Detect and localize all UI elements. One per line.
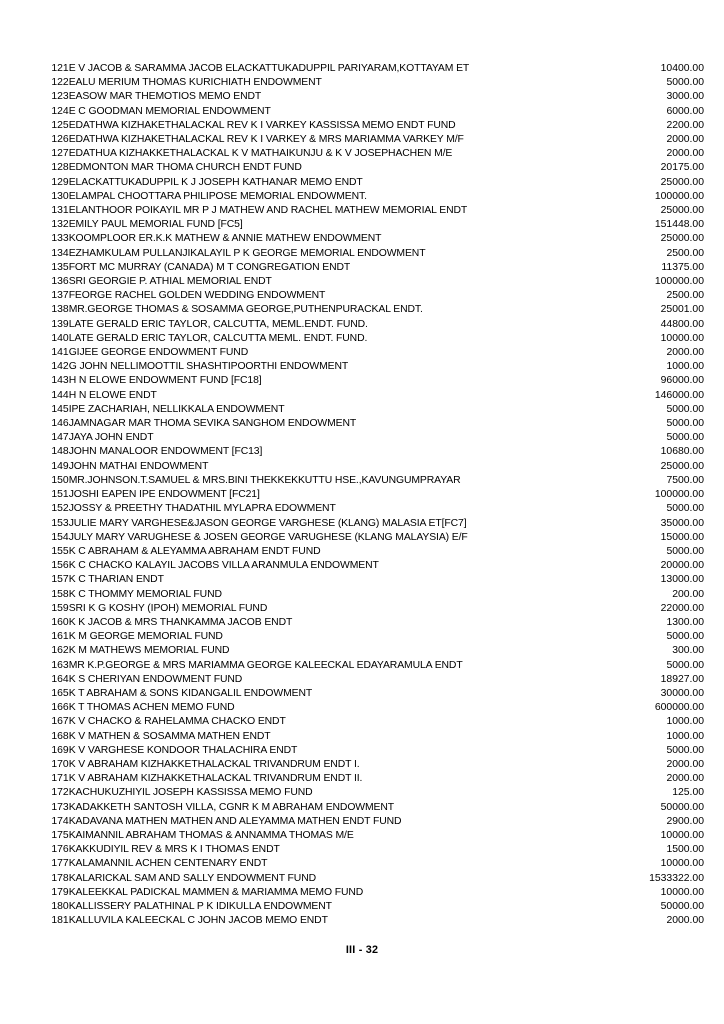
fund-name: K M MATHEWS MEMORIAL FUND: [68, 645, 230, 657]
fund-name: GIJEE GEORGE ENDOWMENT FUND: [68, 347, 249, 359]
fund-amount: 25000.00: [660, 176, 704, 188]
fund-amount: 30000.00: [660, 687, 704, 699]
fund-amount: 6000.00: [666, 105, 704, 117]
table-row: [40, 843, 704, 857]
fund-name: KAKKUDIYIL REV & MRS K I THOMAS ENDT: [68, 844, 280, 856]
row-number: 164: [51, 673, 69, 685]
fund-amount: 100000.00: [654, 276, 704, 288]
row-number: 127: [51, 148, 69, 160]
fund-name: SRI K G KOSHY (IPOH) MEMORIAL FUND: [68, 602, 268, 614]
fund-amount: 2000.00: [666, 134, 704, 146]
fund-name: KADAKKETH SANTOSH VILLA, CGNR K M ABRAHAM ENDOWMENT: [68, 801, 395, 813]
row-number: 150: [51, 474, 69, 486]
fund-amount: 125.00: [672, 787, 704, 799]
row-number: 148: [51, 446, 69, 458]
fund-amount: 100000.00: [654, 489, 704, 501]
table-row: [40, 502, 704, 516]
table-row: [40, 360, 704, 374]
table-row: [40, 332, 704, 346]
fund-name: K V MATHEN & SOSAMMA MATHEN ENDT: [68, 730, 271, 742]
table-row: [40, 772, 704, 786]
fund-name: MR.GEORGE THOMAS & SOSAMMA GEORGE,PUTHENPURACKAL ENDT.: [68, 304, 423, 316]
fund-amount: 44800.00: [660, 318, 704, 330]
fund-amount: 25000.00: [660, 460, 704, 472]
table-row: [40, 105, 704, 119]
row-number: 166: [51, 702, 69, 714]
fund-amount: 1000.00: [666, 716, 704, 728]
row-number: 136: [51, 276, 69, 288]
row-number: 167: [51, 716, 69, 728]
row-number: 171: [51, 773, 69, 785]
table-row: [40, 829, 704, 843]
fund-name: EASOW MAR THEMOTIOS MEMO ENDT: [68, 91, 262, 103]
table-row: [40, 730, 704, 744]
fund-amount: 3000.00: [666, 91, 704, 103]
table-row: [40, 630, 704, 644]
row-number: 156: [51, 560, 69, 572]
fund-amount: 5000.00: [666, 418, 704, 430]
fund-amount: 13000.00: [660, 574, 704, 586]
row-number: 152: [51, 503, 69, 515]
table-row: [40, 602, 704, 616]
row-number: 132: [51, 219, 69, 231]
table-row: [40, 261, 704, 275]
fund-name: JAMNAGAR MAR THOMA SEVIKA SANGHOM ENDOWMENT: [68, 418, 357, 430]
row-number: 144: [51, 389, 69, 401]
row-number: 142: [51, 361, 69, 373]
fund-name: E V JACOB & SARAMMA JACOB ELACKATTUKADUPPIL PARIYARAM,KOTTAYAM ET: [68, 63, 470, 74]
row-number: 178: [51, 872, 69, 884]
table-row: [40, 389, 704, 403]
fund-name: JOSSY & PREETHY THADATHIL MYLAPRA EDOWMENT: [68, 503, 336, 515]
fund-amount: 10000.00: [660, 858, 704, 870]
fund-name: K T THOMAS ACHEN MEMO FUND: [68, 702, 235, 714]
fund-amount: 2500.00: [666, 247, 704, 259]
fund-name: E C GOODMAN MEMORIAL ENDOWMENT: [68, 105, 271, 117]
fund-name: JOHN MANALOOR ENDOWMENT [FC13]: [68, 446, 263, 458]
fund-name: KALEEKKAL PADICKAL MAMMEN & MARIAMMA MEMO FUND: [68, 886, 364, 898]
fund-amount: 5000.00: [666, 659, 704, 671]
fund-name: MR.JOHNSON.T.SAMUEL & MRS.BINI THEKKEKKUTTU HSE.,KAVUNGUMPRAYAR: [68, 474, 461, 486]
table-row: [40, 346, 704, 360]
table-row: [40, 801, 704, 815]
row-number: 172: [51, 787, 69, 799]
table-row: [40, 247, 704, 261]
fund-name: G JOHN NELLIMOOTTIL SHASHTIPOORTHI ENDOWMENT: [68, 361, 349, 373]
fund-name: EDMONTON MAR THOMA CHURCH ENDT FUND: [68, 162, 302, 174]
row-number: 125: [51, 119, 69, 131]
table-row: [40, 403, 704, 417]
table-row: [40, 659, 704, 673]
table-row: [40, 517, 704, 531]
fund-amount: 22000.00: [660, 602, 704, 614]
fund-name: K T ABRAHAM & SONS KIDANGALIL ENDOWMENT: [68, 687, 313, 699]
table-row: [40, 488, 704, 502]
fund-amount: 1300.00: [666, 616, 704, 628]
fund-name: JAYA JOHN ENDT: [68, 432, 154, 444]
table-row: [40, 218, 704, 232]
fund-amount: 20000.00: [660, 560, 704, 572]
fund-amount: 2000.00: [666, 773, 704, 785]
fund-amount: 2000.00: [666, 915, 704, 927]
row-number: 160: [51, 616, 69, 628]
table-row: [40, 119, 704, 133]
table-row: [40, 857, 704, 871]
fund-name: EDATHWA KIZHAKETHALACKAL REV K I VARKEY & MRS MARIAMMA VARKEY M/F: [68, 134, 464, 146]
row-number: 168: [51, 730, 69, 742]
fund-table: [40, 62, 704, 928]
table-row: [40, 147, 704, 161]
fund-name: JOHN MATHAI ENDOWMENT: [68, 460, 209, 472]
table-row: [40, 62, 704, 76]
row-number: 175: [51, 829, 69, 841]
fund-amount: 5000.00: [666, 403, 704, 415]
row-number: 169: [51, 744, 69, 756]
row-number: 129: [51, 176, 69, 188]
row-number: 161: [51, 631, 69, 643]
row-number: 162: [51, 645, 69, 657]
table-row: [40, 176, 704, 190]
row-number: 155: [51, 545, 69, 557]
table-row: [40, 374, 704, 388]
row-number: 163: [51, 659, 69, 671]
table-row: [40, 133, 704, 147]
fund-amount: 1533322.00: [649, 872, 704, 884]
row-number: 140: [51, 332, 69, 344]
fund-name: K V ABRAHAM KIZHAKKETHALACKAL TRIVANDRUM ENDT I.: [68, 758, 360, 770]
fund-amount: 200.00: [672, 588, 704, 600]
fund-amount: 2900.00: [666, 815, 704, 827]
row-number: 123: [51, 91, 69, 103]
fund-amount: 600000.00: [654, 702, 704, 714]
table-row: [40, 90, 704, 104]
fund-name: KALARICKAL SAM AND SALLY ENDOWMENT FUND: [68, 872, 316, 884]
table-row: [40, 715, 704, 729]
table-row: [40, 275, 704, 289]
fund-name: H N ELOWE ENDOWMENT FUND [FC18]: [68, 375, 262, 387]
table-row: [40, 190, 704, 204]
table-row: [40, 559, 704, 573]
row-number: 145: [51, 403, 69, 415]
fund-amount: 1000.00: [666, 730, 704, 742]
fund-name: K V VARGHESE KONDOOR THALACHIRA ENDT: [68, 744, 298, 756]
fund-name: KALAMANNIL ACHEN CENTENARY ENDT: [68, 858, 268, 870]
fund-amount: 96000.00: [660, 375, 704, 387]
fund-name: K C ABRAHAM & ALEYAMMA ABRAHAM ENDT FUND: [68, 545, 321, 557]
fund-amount: 10000.00: [660, 332, 704, 344]
fund-name: K M GEORGE MEMORIAL FUND: [68, 631, 223, 643]
row-number: 137: [51, 290, 69, 302]
fund-name: K S CHERIYAN ENDOWMENT FUND: [68, 673, 243, 685]
row-number: 149: [51, 460, 69, 472]
table-row: [40, 460, 704, 474]
table-row: [40, 545, 704, 559]
fund-amount: 10680.00: [660, 446, 704, 458]
row-number: 124: [51, 105, 69, 117]
row-number: 122: [51, 77, 69, 89]
fund-listing: [0, 62, 724, 928]
table-row: [40, 573, 704, 587]
fund-table-body: [40, 62, 704, 928]
table-row: [40, 786, 704, 800]
row-number: 134: [51, 247, 69, 259]
fund-name: K C CHACKO KALAYIL JACOBS VILLA ARANMULA ENDOWMENT: [68, 560, 379, 572]
fund-amount: 7500.00: [666, 474, 704, 486]
fund-name: FORT MC MURRAY (CANADA) M T CONGREGATION ENDT: [68, 261, 351, 273]
fund-name: H N ELOWE ENDT: [68, 389, 157, 401]
fund-amount: 2500.00: [666, 290, 704, 302]
fund-name: K K JACOB & MRS THANKAMMA JACOB ENDT: [68, 616, 293, 628]
fund-amount: 2000.00: [666, 148, 704, 160]
fund-name: SRI GEORGIE P. ATHIAL MEMORIAL ENDT: [68, 276, 272, 288]
fund-amount: 25000.00: [660, 233, 704, 245]
fund-amount: 300.00: [672, 645, 704, 657]
row-number: 139: [51, 318, 69, 330]
row-number: 147: [51, 432, 69, 444]
table-row: [40, 161, 704, 175]
table-row: [40, 886, 704, 900]
fund-amount: 2000.00: [666, 758, 704, 770]
table-row: [40, 232, 704, 246]
fund-name: KADAVANA MATHEN MATHEN AND ALEYAMMA MATHEN ENDT FUND: [68, 815, 402, 827]
table-row: [40, 701, 704, 715]
fund-name: JULIE MARY VARGHESE&JASON GEORGE VARGHESE (KLANG) MALASIA ET[FC7]: [68, 517, 467, 529]
table-row: [40, 744, 704, 758]
fund-name: ELACKATTUKADUPPIL K J JOSEPH KATHANAR MEMO ENDT: [68, 176, 363, 188]
fund-amount: 5000.00: [666, 744, 704, 756]
fund-name: KACHUKUZHIYIL JOSEPH KASSISSA MEMO FUND: [68, 787, 313, 799]
row-number: 181: [51, 915, 69, 927]
fund-amount: 2200.00: [666, 119, 704, 131]
fund-amount: 1000.00: [666, 361, 704, 373]
table-row: [40, 758, 704, 772]
row-number: 141: [51, 347, 69, 359]
fund-amount: 5000.00: [666, 503, 704, 515]
fund-name: K C THOMMY MEMORIAL FUND: [68, 588, 222, 600]
row-number: 138: [51, 304, 69, 316]
fund-amount: 5000.00: [666, 631, 704, 643]
fund-amount: 5000.00: [666, 545, 704, 557]
fund-name: KAIMANNIL ABRAHAM THOMAS & ANNAMMA THOMAS M/E: [68, 829, 354, 841]
row-number: 157: [51, 574, 69, 586]
fund-amount: 10000.00: [660, 829, 704, 841]
table-row: [40, 289, 704, 303]
fund-name: K C THARIAN ENDT: [68, 574, 164, 586]
table-row: [40, 872, 704, 886]
row-number: 146: [51, 418, 69, 430]
fund-amount: 5000.00: [666, 77, 704, 89]
fund-amount: 11375.00: [661, 261, 704, 273]
fund-name: JOSHI EAPEN IPE ENDOWMENT [FC21]: [68, 489, 260, 501]
fund-name: LATE GERALD ERIC TAYLOR, CALCUTTA MEML. ENDT. FUND.: [68, 332, 368, 344]
row-number: 180: [51, 900, 69, 912]
row-number: 126: [51, 134, 69, 146]
fund-name: LATE GERALD ERIC TAYLOR, CALCUTTA, MEML.ENDT. FUND.: [68, 318, 368, 330]
fund-amount: 35000.00: [660, 517, 704, 529]
table-row: [40, 303, 704, 317]
fund-name: KALLUVILA KALEECKAL C JOHN JACOB MEMO ENDT: [68, 915, 328, 927]
fund-name: K V ABRAHAM KIZHAKKETHALACKAL TRIVANDRUM ENDT II.: [68, 773, 363, 785]
table-row: [40, 900, 704, 914]
table-row: [40, 474, 704, 488]
table-row: [40, 616, 704, 630]
fund-name: KALLISSERY PALATHINAL P K IDIKULLA ENDOWMENT: [68, 900, 332, 912]
fund-amount: 20175.00: [660, 162, 704, 174]
table-row: [40, 644, 704, 658]
fund-amount: 25000.00: [660, 205, 704, 217]
fund-name: K V CHACKO & RAHELAMMA CHACKO ENDT: [68, 716, 286, 728]
table-row: [40, 445, 704, 459]
fund-name: IPE ZACHARIAH, NELLIKKALA ENDOWMENT: [68, 403, 285, 415]
table-row: [40, 417, 704, 431]
table-row: [40, 431, 704, 445]
fund-amount: 100000.00: [654, 190, 704, 202]
fund-amount: 50000.00: [660, 900, 704, 912]
fund-name: EALU MERIUM THOMAS KURICHIATH ENDOWMENT: [68, 77, 322, 89]
row-number: 135: [51, 261, 69, 273]
row-number: 121: [51, 63, 69, 74]
fund-amount: 15000.00: [660, 531, 704, 543]
fund-name: EMILY PAUL MEMORIAL FUND [FC5]: [68, 219, 243, 231]
fund-amount: 1500.00: [666, 844, 704, 856]
fund-amount: 10000.00: [660, 886, 704, 898]
fund-name: EDATHWA KIZHAKETHALACKAL REV K I VARKEY KASSISSA MEMO ENDT FUND: [68, 119, 456, 131]
table-row: [40, 914, 704, 928]
fund-name: JULY MARY VARUGHESE & JOSEN GEORGE VARUGHESE (KLANG MALAYSIA) E/F: [68, 531, 468, 543]
fund-name: EDATHUA KIZHAKKETHALACKAL K V MATHAIKUNJU & K V JOSEPHACHEN M/E: [68, 148, 453, 160]
row-number: 176: [51, 844, 69, 856]
fund-amount: 25001.00: [660, 304, 704, 316]
row-number: 130: [51, 190, 69, 202]
row-number: 174: [51, 815, 69, 827]
table-row: [40, 76, 704, 90]
fund-name: FEORGE RACHEL GOLDEN WEDDING ENDOWMENT: [68, 290, 326, 302]
table-row: [40, 815, 704, 829]
fund-name: EZHAMKULAM PULLANJIKALAYIL P K GEORGE MEMORIAL ENDOWMENT: [68, 247, 426, 259]
fund-amount: 146000.00: [654, 389, 704, 401]
fund-amount: 50000.00: [660, 801, 704, 813]
row-number: 131: [51, 205, 69, 217]
fund-amount: 2000.00: [666, 347, 704, 359]
row-number: 170: [51, 758, 69, 770]
row-number: 154: [51, 531, 69, 543]
table-row: [40, 318, 704, 332]
fund-amount: 10400.00: [660, 63, 704, 74]
fund-amount: 18927.00: [660, 673, 704, 685]
row-number: 151: [51, 489, 69, 501]
table-row: [40, 204, 704, 218]
row-number: 143: [51, 375, 69, 387]
row-number: 128: [51, 162, 69, 174]
page-footer: III - 32: [345, 944, 379, 956]
fund-name: ELANTHOOR POIKAYIL MR P J MATHEW AND RACHEL MATHEW MEMORIAL ENDT: [68, 205, 468, 217]
row-number: 179: [51, 886, 69, 898]
row-number: 133: [51, 233, 69, 245]
fund-name: MR K.P.GEORGE & MRS MARIAMMA GEORGE KALEECKAL EDAYARAMULA ENDT: [68, 659, 463, 671]
row-number: 173: [51, 801, 69, 813]
fund-name: ELAMPAL CHOOTTARA PHILIPOSE MEMORIAL ENDOWMENT.: [68, 190, 367, 202]
fund-amount: 151448.00: [654, 219, 704, 231]
table-row: [40, 673, 704, 687]
row-number: 153: [51, 517, 69, 529]
table-row: [40, 531, 704, 545]
table-row: [40, 687, 704, 701]
row-number: 165: [51, 687, 69, 699]
row-number: 158: [51, 588, 69, 600]
fund-amount: 5000.00: [666, 432, 704, 444]
table-row: [40, 588, 704, 602]
row-number: 159: [51, 602, 69, 614]
row-number: 177: [51, 858, 69, 870]
fund-name: KOOMPLOOR ER.K.K MATHEW & ANNIE MATHEW ENDOWMENT: [68, 233, 382, 245]
